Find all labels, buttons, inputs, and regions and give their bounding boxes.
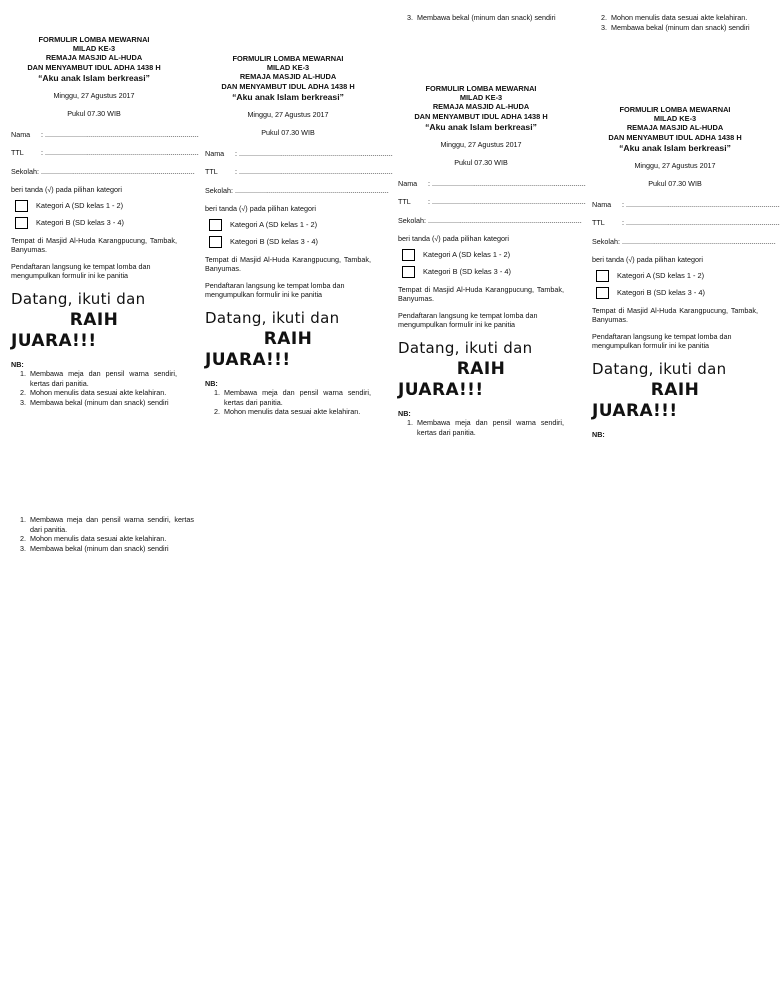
- category-label: Kategori A (SD kelas 1 - 2): [423, 250, 511, 260]
- category-instruction: beri tanda (√) pada pilihan kategori: [205, 204, 317, 214]
- cta-line: Datang, ikuti dan: [11, 289, 146, 308]
- nama-field[interactable]: [11, 129, 199, 140]
- registration-text: Pendaftaran langsung ke tempat lomba dan mengumpulkan formulir ini ke panitia: [398, 310, 538, 330]
- ttl-field[interactable]: [11, 148, 199, 158]
- cta-headline: [592, 380, 758, 422]
- cta-juara: JUARA!!!: [205, 349, 291, 370]
- field-blank: .............................................................................: [234, 185, 389, 195]
- checkbox-icon[interactable]: [402, 266, 415, 278]
- field-colon: :: [428, 178, 430, 188]
- header-line: MILAD KE-3: [653, 114, 697, 124]
- registration-text: Pendaftaran langsung ke tempat lomba dan mengumpulkan formulir ini ke panitia: [205, 280, 345, 300]
- field-label: TTL: [205, 167, 218, 177]
- event-date: Minggu, 27 Agustus 2017: [440, 139, 522, 149]
- category-instruction: beri tanda (√) pada pilihan kategori: [11, 185, 123, 195]
- form-column-1: [11, 35, 199, 407]
- field-colon: :: [617, 236, 620, 246]
- field-colon: :: [622, 199, 624, 209]
- sekolah-field[interactable]: [398, 215, 582, 226]
- event-date: Minggu, 27 Agustus 2017: [247, 109, 329, 119]
- field-label: Sekolah: [592, 236, 618, 246]
- category-label: Kategori A (SD kelas 1 - 2): [617, 271, 705, 281]
- field-blank: .............................................................................: [45, 129, 199, 139]
- field-blank: .............................................................................: [626, 199, 780, 209]
- field-label: Nama: [592, 199, 612, 209]
- list-item: 2. Mohon menulis data sesuai akte kelahiran.: [222, 407, 371, 417]
- registration-text: Pendaftaran langsung ke tempat lomba dan mengumpulkan formulir ini ke panitia: [592, 331, 732, 351]
- location-text: Tempat di Masjid Al-Huda Karangpucung, Tambak, Banyumas.: [592, 305, 758, 325]
- checkbox-icon[interactable]: [209, 219, 222, 231]
- form-fields: [11, 129, 199, 177]
- field-label: Sekolah: [11, 166, 37, 176]
- field-colon: :: [36, 166, 39, 176]
- header-line: DAN MENYAMBUT IDUL ADHA 1438 H: [221, 81, 355, 91]
- list-item: 1. Membawa meja dan pensil warna sendiri, kertas dari panitia.: [415, 418, 564, 437]
- list-item: 3. Membawa bekal (minum dan snack) sendiri: [609, 23, 775, 33]
- checkbox-icon[interactable]: [209, 236, 222, 248]
- form-header: [205, 54, 371, 91]
- nb-label: NB:: [11, 359, 24, 369]
- field-blank: .............................................................................: [239, 167, 393, 177]
- field-colon: :: [230, 185, 233, 195]
- header-line: REMAJA MASJID AL-HUDA: [239, 72, 337, 82]
- slogan: “Aku anak Islam berkreasi”: [232, 91, 344, 102]
- location-text: Tempat di Masjid Al-Huda Karangpucung, Tambak, Banyumas.: [398, 284, 564, 304]
- list-item: 3. Membawa bekal (minum dan snack) sendiri: [28, 544, 194, 554]
- location-text: Tempat di Masjid Al-Huda Karangpucung, Tambak, Banyumas.: [11, 235, 177, 255]
- ttl-field[interactable]: [398, 197, 586, 207]
- form-fields: [205, 148, 393, 196]
- field-label: Nama: [11, 129, 31, 139]
- field-label: Nama: [205, 148, 225, 158]
- ttl-field[interactable]: [205, 167, 393, 177]
- form-header: [398, 84, 564, 121]
- form-fields: [592, 199, 780, 247]
- checkbox-icon[interactable]: [402, 249, 415, 261]
- notes-list: [398, 418, 564, 437]
- field-label: Nama: [398, 178, 418, 188]
- nama-field[interactable]: [398, 178, 586, 189]
- field-blank: .............................................................................: [432, 178, 586, 188]
- location-text: Tempat di Masjid Al-Huda Karangpucung, Tambak, Banyumas.: [205, 254, 371, 274]
- sekolah-field[interactable]: [11, 166, 195, 177]
- header-line: DAN MENYAMBUT IDUL ADHA 1438 H: [27, 62, 161, 72]
- cta-line: Datang, ikuti dan: [398, 338, 533, 357]
- header-line: FORMULIR LOMBA MEWARNAI: [619, 105, 731, 114]
- notes-list: [398, 13, 581, 23]
- nb-label: NB:: [398, 408, 411, 418]
- field-colon: :: [428, 197, 430, 207]
- field-blank: .............................................................................: [621, 236, 776, 246]
- field-colon: :: [622, 218, 624, 228]
- notes-list: [205, 388, 371, 417]
- checkbox-icon[interactable]: [596, 270, 609, 282]
- category-label: Kategori B (SD kelas 3 - 4): [423, 267, 511, 277]
- nama-field[interactable]: [205, 148, 393, 159]
- header-line: DAN MENYAMBUT IDUL ADHA 1438 H: [414, 111, 548, 121]
- category-b-option[interactable]: [398, 266, 564, 278]
- field-colon: :: [423, 215, 426, 225]
- form-column-4: [592, 105, 780, 439]
- cta-headline: [11, 310, 177, 352]
- field-blank: .............................................................................: [626, 218, 780, 228]
- cta-juara: JUARA!!!: [592, 400, 678, 421]
- category-a-option[interactable]: [398, 249, 564, 261]
- field-label: Sekolah: [205, 185, 231, 195]
- cta-line: Datang, ikuti dan: [592, 359, 727, 378]
- header-line: FORMULIR LOMBA MEWARNAI: [232, 54, 344, 63]
- slogan: “Aku anak Islam berkreasi”: [425, 121, 537, 132]
- field-label: Sekolah: [398, 215, 424, 225]
- category-a-option[interactable]: [592, 270, 758, 282]
- event-time: Pukul 07.30 WIB: [67, 109, 121, 119]
- notes-list: [11, 369, 177, 407]
- field-colon: :: [235, 148, 237, 158]
- cta-line: Datang, ikuti dan: [205, 308, 340, 327]
- event-date: Minggu, 27 Agustus 2017: [634, 160, 716, 170]
- field-colon: :: [41, 129, 43, 139]
- field-blank: .............................................................................: [239, 148, 393, 158]
- field-label: TTL: [11, 148, 24, 158]
- field-blank: .............................................................................: [427, 215, 582, 225]
- cta-raih: RAIH: [456, 358, 506, 379]
- category-b-option[interactable]: [592, 287, 758, 299]
- list-item: 3. Membawa bekal (minum dan snack) sendiri: [28, 398, 177, 408]
- nb-label: NB:: [205, 378, 218, 388]
- category-instruction: beri tanda (√) pada pilihan kategori: [398, 234, 510, 244]
- field-label: TTL: [398, 197, 411, 207]
- field-colon: :: [235, 167, 237, 177]
- nb-label: NB:: [592, 429, 605, 439]
- sekolah-field[interactable]: [205, 185, 389, 196]
- form-column-3: [398, 84, 586, 437]
- list-item: 2. Mohon menulis data sesuai akte kelahiran.: [28, 534, 194, 544]
- category-instruction: beri tanda (√) pada pilihan kategori: [592, 255, 704, 265]
- header-line: MILAD KE-3: [266, 63, 310, 73]
- header-line: REMAJA MASJID AL-HUDA: [432, 102, 530, 112]
- category-label: Kategori B (SD kelas 3 - 4): [230, 237, 318, 247]
- header-line: MILAD KE-3: [72, 44, 116, 54]
- cta-juara: JUARA!!!: [398, 379, 484, 400]
- category-label: Kategori B (SD kelas 3 - 4): [36, 218, 124, 228]
- field-blank: .............................................................................: [432, 197, 586, 207]
- cta-headline: [398, 359, 564, 401]
- field-blank: .............................................................................: [40, 166, 195, 176]
- field-label: TTL: [592, 218, 605, 228]
- notes-list: [592, 13, 775, 32]
- list-item: 1. Membawa meja dan pensil warna sendiri, kertas dari panitia.: [28, 515, 194, 534]
- form-column-2: [205, 54, 393, 417]
- event-date: Minggu, 27 Agustus 2017: [53, 90, 135, 100]
- list-item: 1. Membawa meja dan pensil warna sendiri, kertas dari panitia.: [222, 388, 371, 407]
- event-time: Pukul 07.30 WIB: [261, 128, 315, 138]
- list-item: 3. Membawa bekal (minum dan snack) sendiri: [415, 13, 581, 23]
- category-label: Kategori A (SD kelas 1 - 2): [230, 220, 318, 230]
- cta-raih: RAIH: [650, 379, 700, 400]
- list-item: 1. Membawa meja dan pensil warna sendiri, kertas dari panitia.: [28, 369, 177, 388]
- category-b-option[interactable]: [205, 236, 371, 248]
- checkbox-icon[interactable]: [15, 200, 28, 212]
- cta-juara: JUARA!!!: [11, 330, 97, 351]
- checkbox-icon[interactable]: [596, 287, 609, 299]
- category-label: Kategori A (SD kelas 1 - 2): [36, 201, 124, 211]
- nama-field[interactable]: [592, 199, 780, 210]
- field-colon: :: [41, 148, 43, 158]
- category-label: Kategori B (SD kelas 3 - 4): [617, 288, 705, 298]
- list-item: 2. Mohon menulis data sesuai akte kelahiran.: [28, 388, 177, 398]
- cta-raih: RAIH: [263, 328, 313, 349]
- form-fields: [398, 178, 586, 226]
- checkbox-icon[interactable]: [15, 217, 28, 229]
- header-line: MILAD KE-3: [459, 93, 503, 103]
- category-b-option[interactable]: [11, 217, 177, 229]
- registration-text: Pendaftaran langsung ke tempat lomba dan mengumpulkan formulir ini ke panitia: [11, 261, 151, 281]
- event-time: Pukul 07.30 WIB: [454, 158, 508, 168]
- event-time: Pukul 07.30 WIB: [648, 179, 702, 189]
- field-blank: .............................................................................: [45, 148, 199, 158]
- sekolah-field[interactable]: [592, 236, 776, 247]
- slogan: “Aku anak Islam berkreasi”: [38, 72, 150, 83]
- header-line: REMAJA MASJID AL-HUDA: [626, 123, 724, 133]
- notes-list: [11, 515, 194, 553]
- cta-raih: RAIH: [69, 309, 119, 330]
- form-header: [592, 105, 758, 142]
- list-item: 2. Mohon menulis data sesuai akte kelahiran.: [609, 13, 775, 23]
- header-line: REMAJA MASJID AL-HUDA: [45, 53, 143, 63]
- slogan: “Aku anak Islam berkreasi”: [619, 142, 731, 153]
- cta-headline: [205, 329, 371, 371]
- header-line: FORMULIR LOMBA MEWARNAI: [425, 84, 537, 93]
- ttl-field[interactable]: [592, 218, 780, 228]
- header-line: FORMULIR LOMBA MEWARNAI: [38, 35, 150, 44]
- header-line: DAN MENYAMBUT IDUL ADHA 1438 H: [608, 132, 742, 142]
- form-header: [11, 35, 177, 72]
- category-a-option[interactable]: [205, 219, 371, 231]
- category-a-option[interactable]: [11, 200, 177, 212]
